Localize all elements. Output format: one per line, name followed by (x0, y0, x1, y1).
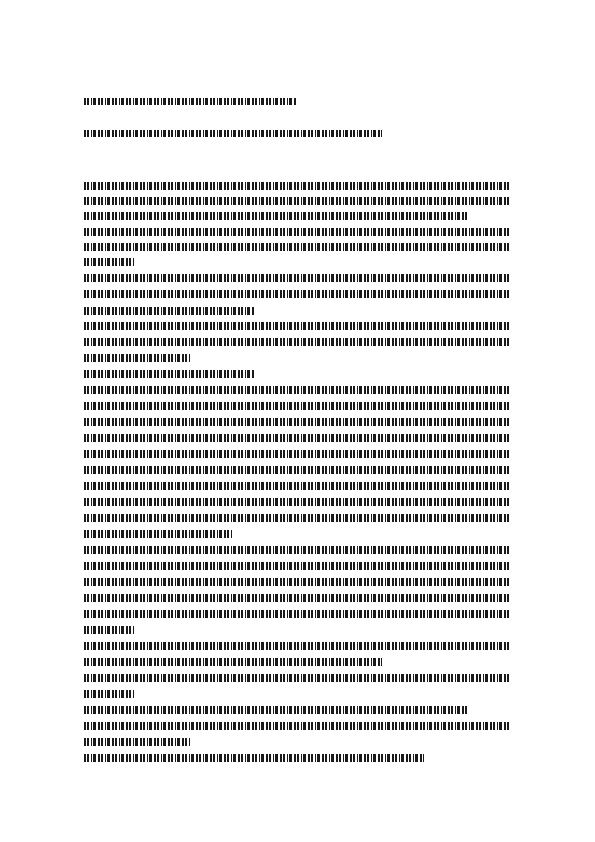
page-title (84, 98, 297, 105)
text-line (84, 706, 467, 714)
text-line (84, 182, 510, 190)
text-line (84, 530, 233, 538)
text-line (84, 434, 510, 442)
text-line (84, 722, 510, 730)
text-line (84, 738, 190, 746)
text-line (84, 610, 510, 618)
text-line (84, 307, 254, 315)
text-line (84, 258, 134, 266)
text-line (84, 212, 467, 220)
text-line (84, 228, 510, 236)
page-subtitle (84, 130, 382, 137)
text-line (84, 658, 382, 666)
text-line (84, 354, 190, 362)
text-line (84, 690, 134, 698)
text-line (84, 243, 510, 251)
section-heading (84, 370, 254, 378)
text-line (84, 578, 510, 586)
text-line (84, 386, 510, 394)
text-line (84, 290, 510, 298)
text-line (84, 450, 510, 458)
text-line (84, 642, 510, 650)
text-line (84, 514, 510, 522)
text-line (84, 322, 510, 330)
text-line (84, 418, 510, 426)
text-line (84, 626, 134, 634)
text-line (84, 562, 510, 570)
text-line (84, 197, 510, 205)
text-line (84, 674, 510, 682)
text-line (84, 274, 510, 282)
text-line (84, 402, 510, 410)
text-line (84, 594, 510, 602)
text-line (84, 482, 510, 490)
text-line (84, 338, 510, 346)
text-line (84, 498, 510, 506)
text-line (84, 466, 510, 474)
text-line (84, 754, 424, 762)
text-line (84, 546, 510, 554)
